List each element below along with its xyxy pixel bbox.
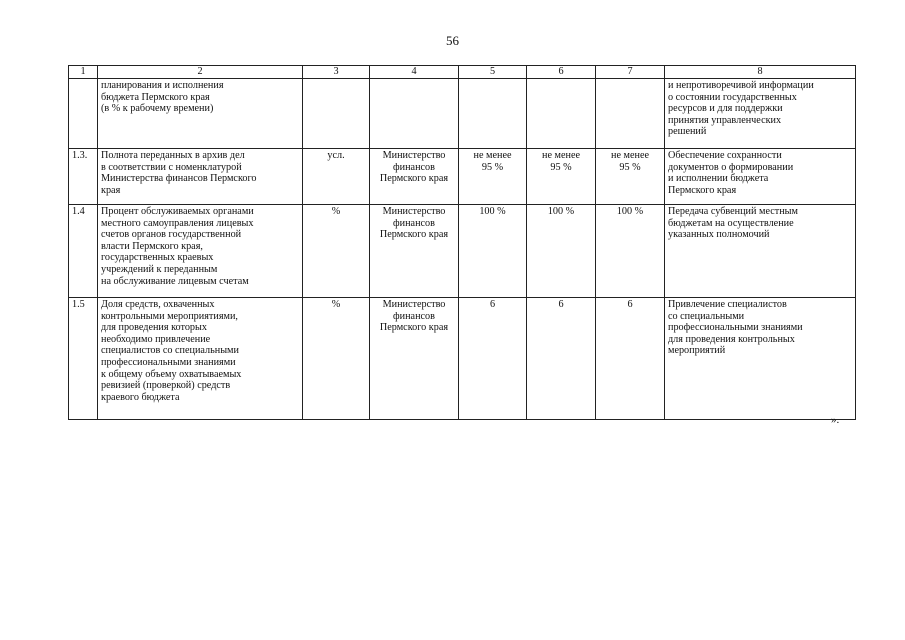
value-cell-5: не менее 95 % bbox=[459, 149, 527, 205]
row-number-cell: 1.5 bbox=[69, 298, 98, 420]
value-cell-7: 100 % bbox=[596, 205, 665, 298]
value-cell-5: 6 bbox=[459, 298, 527, 420]
unit-cell: % bbox=[303, 205, 370, 298]
header-cell: 8 bbox=[665, 66, 856, 79]
value-cell-6: 6 bbox=[527, 298, 596, 420]
executor-cell: Министерство финансов Пермского края bbox=[370, 298, 459, 420]
indicator-cell: планирования и исполнения бюджета Пермского края (в % к рабочему времени) bbox=[98, 79, 303, 149]
header-cell: 1 bbox=[69, 66, 98, 79]
table-row bbox=[69, 149, 856, 205]
table-row bbox=[69, 205, 856, 298]
value-cell-5: 100 % bbox=[459, 205, 527, 298]
row-number-cell bbox=[69, 79, 98, 149]
unit-cell: усл. bbox=[303, 149, 370, 205]
indicators-table bbox=[68, 65, 856, 420]
executor-cell: Министерство финансов Пермского края bbox=[370, 149, 459, 205]
result-cell: Передача субвенций местным бюджетам на осуществление указанных полномочий bbox=[665, 205, 856, 298]
table-row bbox=[69, 79, 856, 149]
header-cell: 2 bbox=[98, 66, 303, 79]
closing-quote-mark: ». bbox=[831, 414, 840, 426]
value-cell-7: не менее 95 % bbox=[596, 149, 665, 205]
header-row bbox=[69, 66, 856, 79]
result-cell: Обеспечение сохранности документов о формировании и исполнении бюджета Пермского края bbox=[665, 149, 856, 205]
result-cell: и непротиворечивой информации о состоянии государственных ресурсов и для поддержки принятия управленческих решений bbox=[665, 79, 856, 149]
value-cell-6: не менее 95 % bbox=[527, 149, 596, 205]
header-cell: 6 bbox=[527, 66, 596, 79]
unit-cell bbox=[303, 79, 370, 149]
row-number-cell: 1.3. bbox=[69, 149, 98, 205]
value-cell-5 bbox=[459, 79, 527, 149]
unit-cell: % bbox=[303, 298, 370, 420]
header-cell: 7 bbox=[596, 66, 665, 79]
indicator-cell: Доля средств, охваченных контрольными мероприятиями, для проведения которых необходимо привлечение специалистов со специальными профессиональными знаниями к общему объему охватываемых ревизией (проверкой) средств краевого бюджета bbox=[98, 298, 303, 420]
value-cell-7: 6 bbox=[596, 298, 665, 420]
page-number: 56 bbox=[446, 33, 459, 48]
value-cell-6 bbox=[527, 79, 596, 149]
value-cell-7 bbox=[596, 79, 665, 149]
header-cell: 5 bbox=[459, 66, 527, 79]
indicator-cell: Процент обслуживаемых органами местного самоуправления лицевых счетов органов государственной власти Пермского края, государственных краевых учреждений к переданным на обслуживание лицевым счетам bbox=[98, 205, 303, 298]
indicator-cell: Полнота переданных в архив дел в соответствии с номенклатурой Министерства финансов Пермского края bbox=[98, 149, 303, 205]
executor-cell: Министерство финансов Пермского края bbox=[370, 205, 459, 298]
header-cell: 3 bbox=[303, 66, 370, 79]
table-row bbox=[69, 298, 856, 420]
row-number-cell: 1.4 bbox=[69, 205, 98, 298]
value-cell-6: 100 % bbox=[527, 205, 596, 298]
header-cell: 4 bbox=[370, 66, 459, 79]
result-cell: Привлечение специалистов со специальными профессиональными знаниями для проведения контрольных мероприятий bbox=[665, 298, 856, 420]
executor-cell bbox=[370, 79, 459, 149]
